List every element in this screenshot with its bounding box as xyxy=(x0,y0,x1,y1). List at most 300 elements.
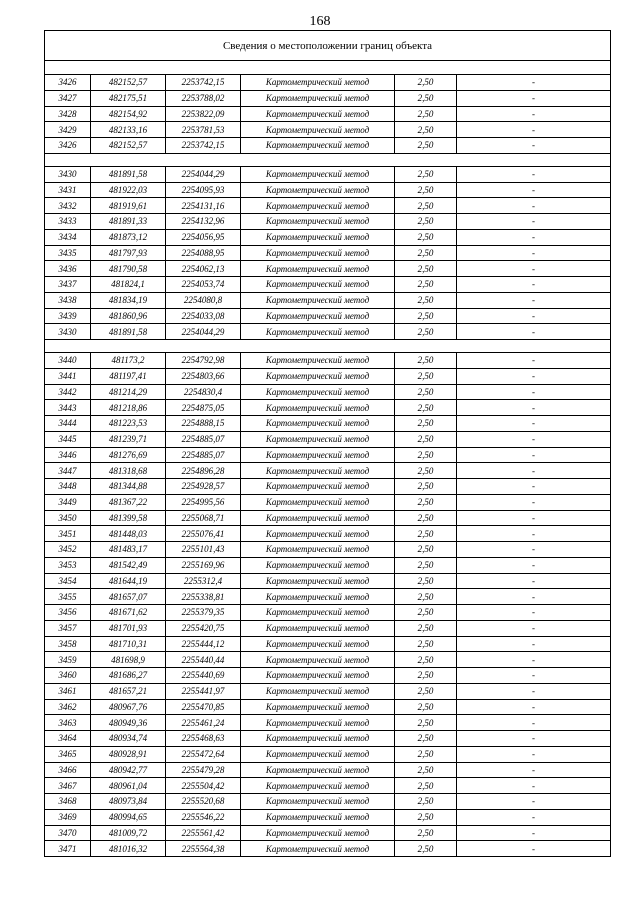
point-number-cell: 3428 xyxy=(45,106,91,122)
point-number-cell: 3451 xyxy=(45,526,91,542)
description-cell: - xyxy=(457,214,611,230)
accuracy-cell: 2,50 xyxy=(395,494,457,510)
y-coordinate-cell: 2254995,56 xyxy=(166,494,241,510)
table-row xyxy=(45,683,611,699)
method-cell: Картометрический метод xyxy=(241,557,395,573)
description-cell: - xyxy=(457,277,611,293)
method-cell: Картометрический метод xyxy=(241,353,395,369)
table-row xyxy=(45,308,611,324)
group-separator-cell xyxy=(45,153,611,166)
y-coordinate-cell: 2255468,63 xyxy=(166,731,241,747)
method-cell: Картометрический метод xyxy=(241,809,395,825)
description-cell: - xyxy=(457,324,611,340)
group-separator-row xyxy=(45,340,611,353)
accuracy-cell: 2,50 xyxy=(395,90,457,106)
method-cell: Картометрический метод xyxy=(241,573,395,589)
point-number-cell: 3455 xyxy=(45,589,91,605)
method-cell: Картометрический метод xyxy=(241,122,395,138)
table-row xyxy=(45,431,611,447)
y-coordinate-cell: 2255440,44 xyxy=(166,652,241,668)
y-coordinate-cell: 2255379,35 xyxy=(166,605,241,621)
y-coordinate-cell: 2254885,07 xyxy=(166,447,241,463)
x-coordinate-cell: 481824,1 xyxy=(91,277,166,293)
description-cell: - xyxy=(457,431,611,447)
table-row xyxy=(45,166,611,182)
accuracy-cell: 2,50 xyxy=(395,636,457,652)
method-cell: Картометрический метод xyxy=(241,106,395,122)
x-coordinate-cell: 481173,2 xyxy=(91,353,166,369)
y-coordinate-cell: 2254896,28 xyxy=(166,463,241,479)
y-coordinate-cell: 2253742,15 xyxy=(166,75,241,91)
method-cell: Картометрический метод xyxy=(241,668,395,684)
table-title-row xyxy=(45,31,611,61)
point-number-cell: 3462 xyxy=(45,699,91,715)
x-coordinate-cell: 481891,58 xyxy=(91,324,166,340)
point-number-cell: 3459 xyxy=(45,652,91,668)
accuracy-cell: 2,50 xyxy=(395,245,457,261)
x-coordinate-cell: 481860,96 xyxy=(91,308,166,324)
x-coordinate-cell: 481790,58 xyxy=(91,261,166,277)
method-cell: Картометрический метод xyxy=(241,494,395,510)
point-number-cell: 3431 xyxy=(45,182,91,198)
table-row xyxy=(45,479,611,495)
point-number-cell: 3464 xyxy=(45,731,91,747)
table-row xyxy=(45,245,611,261)
x-coordinate-cell: 481218,86 xyxy=(91,400,166,416)
accuracy-cell: 2,50 xyxy=(395,557,457,573)
point-number-cell: 3446 xyxy=(45,447,91,463)
description-cell: - xyxy=(457,463,611,479)
accuracy-cell: 2,50 xyxy=(395,542,457,558)
description-cell: - xyxy=(457,292,611,308)
accuracy-cell: 2,50 xyxy=(395,620,457,636)
point-number-cell: 3450 xyxy=(45,510,91,526)
x-coordinate-cell: 480973,84 xyxy=(91,794,166,810)
table-row xyxy=(45,589,611,605)
table-row xyxy=(45,384,611,400)
description-cell: - xyxy=(457,636,611,652)
x-coordinate-cell: 481710,31 xyxy=(91,636,166,652)
point-number-cell: 3444 xyxy=(45,416,91,432)
x-coordinate-cell: 482175,51 xyxy=(91,90,166,106)
point-number-cell: 3426 xyxy=(45,138,91,154)
y-coordinate-cell: 2253788,02 xyxy=(166,90,241,106)
point-number-cell: 3434 xyxy=(45,229,91,245)
table-row xyxy=(45,416,611,432)
x-coordinate-cell: 481922,03 xyxy=(91,182,166,198)
point-number-cell: 3470 xyxy=(45,825,91,841)
y-coordinate-cell: 2253742,15 xyxy=(166,138,241,154)
table-row xyxy=(45,353,611,369)
y-coordinate-cell: 2254033,08 xyxy=(166,308,241,324)
description-cell: - xyxy=(457,447,611,463)
accuracy-cell: 2,50 xyxy=(395,463,457,479)
y-coordinate-cell: 2253781,53 xyxy=(166,122,241,138)
accuracy-cell: 2,50 xyxy=(395,75,457,91)
x-coordinate-cell: 481698,9 xyxy=(91,652,166,668)
accuracy-cell: 2,50 xyxy=(395,746,457,762)
point-number-cell: 3435 xyxy=(45,245,91,261)
x-coordinate-cell: 481276,69 xyxy=(91,447,166,463)
point-number-cell: 3439 xyxy=(45,308,91,324)
table-row xyxy=(45,400,611,416)
x-coordinate-cell: 481448,03 xyxy=(91,526,166,542)
table-row xyxy=(45,731,611,747)
method-cell: Картометрический метод xyxy=(241,620,395,636)
point-number-cell: 3454 xyxy=(45,573,91,589)
accuracy-cell: 2,50 xyxy=(395,138,457,154)
method-cell: Картометрический метод xyxy=(241,75,395,91)
accuracy-cell: 2,50 xyxy=(395,447,457,463)
x-coordinate-cell: 481214,29 xyxy=(91,384,166,400)
description-cell: - xyxy=(457,809,611,825)
y-coordinate-cell: 2254044,29 xyxy=(166,166,241,182)
table-row xyxy=(45,277,611,293)
x-coordinate-cell: 481657,21 xyxy=(91,683,166,699)
table-row xyxy=(45,463,611,479)
table-row xyxy=(45,620,611,636)
method-cell: Картометрический метод xyxy=(241,715,395,731)
y-coordinate-cell: 2255470,85 xyxy=(166,699,241,715)
accuracy-cell: 2,50 xyxy=(395,699,457,715)
x-coordinate-cell: 480934,74 xyxy=(91,731,166,747)
x-coordinate-cell: 481344,88 xyxy=(91,479,166,495)
table-row xyxy=(45,778,611,794)
description-cell: - xyxy=(457,557,611,573)
table-row xyxy=(45,825,611,841)
method-cell: Картометрический метод xyxy=(241,589,395,605)
table-row xyxy=(45,557,611,573)
description-cell: - xyxy=(457,683,611,699)
y-coordinate-cell: 2254044,29 xyxy=(166,324,241,340)
x-coordinate-cell: 480994,65 xyxy=(91,809,166,825)
method-cell: Картометрический метод xyxy=(241,746,395,762)
table-row xyxy=(45,198,611,214)
method-cell: Картометрический метод xyxy=(241,138,395,154)
accuracy-cell: 2,50 xyxy=(395,431,457,447)
accuracy-cell: 2,50 xyxy=(395,368,457,384)
table-row xyxy=(45,605,611,621)
point-number-cell: 3436 xyxy=(45,261,91,277)
table-row xyxy=(45,368,611,384)
method-cell: Картометрический метод xyxy=(241,431,395,447)
method-cell: Картометрический метод xyxy=(241,368,395,384)
description-cell: - xyxy=(457,166,611,182)
description-cell: - xyxy=(457,762,611,778)
table-row xyxy=(45,106,611,122)
accuracy-cell: 2,50 xyxy=(395,668,457,684)
point-number-cell: 3427 xyxy=(45,90,91,106)
blank-row xyxy=(45,61,611,75)
x-coordinate-cell: 482154,92 xyxy=(91,106,166,122)
table-row xyxy=(45,542,611,558)
accuracy-cell: 2,50 xyxy=(395,261,457,277)
x-coordinate-cell: 481701,93 xyxy=(91,620,166,636)
method-cell: Картометрический метод xyxy=(241,384,395,400)
table-body xyxy=(45,31,611,857)
blank-cell xyxy=(45,61,611,75)
description-cell: - xyxy=(457,668,611,684)
description-cell: - xyxy=(457,198,611,214)
description-cell: - xyxy=(457,229,611,245)
point-number-cell: 3456 xyxy=(45,605,91,621)
table-row xyxy=(45,324,611,340)
description-cell: - xyxy=(457,794,611,810)
y-coordinate-cell: 2254132,96 xyxy=(166,214,241,230)
description-cell: - xyxy=(457,715,611,731)
y-coordinate-cell: 2254053,74 xyxy=(166,277,241,293)
x-coordinate-cell: 482133,16 xyxy=(91,122,166,138)
x-coordinate-cell: 482152,57 xyxy=(91,75,166,91)
y-coordinate-cell: 2255420,75 xyxy=(166,620,241,636)
accuracy-cell: 2,50 xyxy=(395,308,457,324)
x-coordinate-cell: 481367,22 xyxy=(91,494,166,510)
y-coordinate-cell: 2254792,98 xyxy=(166,353,241,369)
method-cell: Картометрический метод xyxy=(241,762,395,778)
description-cell: - xyxy=(457,746,611,762)
accuracy-cell: 2,50 xyxy=(395,778,457,794)
x-coordinate-cell: 480942,77 xyxy=(91,762,166,778)
method-cell: Картометрический метод xyxy=(241,731,395,747)
x-coordinate-cell: 481399,58 xyxy=(91,510,166,526)
method-cell: Картометрический метод xyxy=(241,605,395,621)
point-number-cell: 3471 xyxy=(45,841,91,857)
method-cell: Картометрический метод xyxy=(241,825,395,841)
x-coordinate-cell: 481919,61 xyxy=(91,198,166,214)
description-cell: - xyxy=(457,122,611,138)
method-cell: Картометрический метод xyxy=(241,261,395,277)
y-coordinate-cell: 2255444,12 xyxy=(166,636,241,652)
point-number-cell: 3448 xyxy=(45,479,91,495)
accuracy-cell: 2,50 xyxy=(395,182,457,198)
y-coordinate-cell: 2254056,95 xyxy=(166,229,241,245)
table-row xyxy=(45,229,611,245)
table-row xyxy=(45,746,611,762)
method-cell: Картометрический метод xyxy=(241,794,395,810)
y-coordinate-cell: 2254095,93 xyxy=(166,182,241,198)
table-row xyxy=(45,182,611,198)
method-cell: Картометрический метод xyxy=(241,510,395,526)
description-cell: - xyxy=(457,384,611,400)
y-coordinate-cell: 2254088,95 xyxy=(166,245,241,261)
description-cell: - xyxy=(457,494,611,510)
table-row xyxy=(45,494,611,510)
point-number-cell: 3440 xyxy=(45,353,91,369)
table-row xyxy=(45,636,611,652)
method-cell: Картометрический метод xyxy=(241,526,395,542)
method-cell: Картометрический метод xyxy=(241,636,395,652)
point-number-cell: 3430 xyxy=(45,166,91,182)
point-number-cell: 3469 xyxy=(45,809,91,825)
description-cell: - xyxy=(457,825,611,841)
description-cell: - xyxy=(457,90,611,106)
table-row xyxy=(45,841,611,857)
description-cell: - xyxy=(457,605,611,621)
table-row xyxy=(45,510,611,526)
description-cell: - xyxy=(457,400,611,416)
group-separator-cell xyxy=(45,340,611,353)
method-cell: Картометрический метод xyxy=(241,479,395,495)
table-row xyxy=(45,75,611,91)
method-cell: Картометрический метод xyxy=(241,652,395,668)
accuracy-cell: 2,50 xyxy=(395,794,457,810)
table-row xyxy=(45,292,611,308)
table-row xyxy=(45,652,611,668)
table-row xyxy=(45,214,611,230)
x-coordinate-cell: 480961,04 xyxy=(91,778,166,794)
table-title: Сведения о местоположении границ объекта xyxy=(45,31,611,61)
table-row xyxy=(45,699,611,715)
point-number-cell: 3458 xyxy=(45,636,91,652)
accuracy-cell: 2,50 xyxy=(395,825,457,841)
method-cell: Картометрический метод xyxy=(241,699,395,715)
method-cell: Картометрический метод xyxy=(241,214,395,230)
method-cell: Картометрический метод xyxy=(241,198,395,214)
accuracy-cell: 2,50 xyxy=(395,683,457,699)
table-row xyxy=(45,762,611,778)
description-cell: - xyxy=(457,479,611,495)
point-number-cell: 3438 xyxy=(45,292,91,308)
point-number-cell: 3467 xyxy=(45,778,91,794)
y-coordinate-cell: 2255338,81 xyxy=(166,589,241,605)
x-coordinate-cell: 481686,27 xyxy=(91,668,166,684)
accuracy-cell: 2,50 xyxy=(395,400,457,416)
description-cell: - xyxy=(457,75,611,91)
table-row xyxy=(45,90,611,106)
y-coordinate-cell: 2253822,09 xyxy=(166,106,241,122)
point-number-cell: 3453 xyxy=(45,557,91,573)
method-cell: Картометрический метод xyxy=(241,683,395,699)
description-cell: - xyxy=(457,510,611,526)
accuracy-cell: 2,50 xyxy=(395,652,457,668)
x-coordinate-cell: 481318,68 xyxy=(91,463,166,479)
description-cell: - xyxy=(457,620,611,636)
description-cell: - xyxy=(457,138,611,154)
x-coordinate-cell: 481644,19 xyxy=(91,573,166,589)
accuracy-cell: 2,50 xyxy=(395,166,457,182)
accuracy-cell: 2,50 xyxy=(395,324,457,340)
x-coordinate-cell: 481891,33 xyxy=(91,214,166,230)
y-coordinate-cell: 2254875,05 xyxy=(166,400,241,416)
table-row xyxy=(45,138,611,154)
x-coordinate-cell: 480928,91 xyxy=(91,746,166,762)
accuracy-cell: 2,50 xyxy=(395,573,457,589)
method-cell: Картометрический метод xyxy=(241,778,395,794)
x-coordinate-cell: 481483,17 xyxy=(91,542,166,558)
description-cell: - xyxy=(457,542,611,558)
method-cell: Картометрический метод xyxy=(241,463,395,479)
description-cell: - xyxy=(457,699,611,715)
method-cell: Картометрический метод xyxy=(241,182,395,198)
method-cell: Картометрический метод xyxy=(241,308,395,324)
method-cell: Картометрический метод xyxy=(241,90,395,106)
accuracy-cell: 2,50 xyxy=(395,715,457,731)
table-row xyxy=(45,122,611,138)
accuracy-cell: 2,50 xyxy=(395,841,457,857)
method-cell: Картометрический метод xyxy=(241,166,395,182)
description-cell: - xyxy=(457,308,611,324)
x-coordinate-cell: 481239,71 xyxy=(91,431,166,447)
method-cell: Картометрический метод xyxy=(241,277,395,293)
table-row xyxy=(45,261,611,277)
method-cell: Картометрический метод xyxy=(241,324,395,340)
method-cell: Картометрический метод xyxy=(241,400,395,416)
group-separator-row xyxy=(45,153,611,166)
point-number-cell: 3447 xyxy=(45,463,91,479)
x-coordinate-cell: 481797,93 xyxy=(91,245,166,261)
y-coordinate-cell: 2255440,69 xyxy=(166,668,241,684)
x-coordinate-cell: 482152,57 xyxy=(91,138,166,154)
x-coordinate-cell: 481873,12 xyxy=(91,229,166,245)
y-coordinate-cell: 2255564,38 xyxy=(166,841,241,857)
y-coordinate-cell: 2255504,42 xyxy=(166,778,241,794)
accuracy-cell: 2,50 xyxy=(395,198,457,214)
y-coordinate-cell: 2255461,24 xyxy=(166,715,241,731)
description-cell: - xyxy=(457,526,611,542)
x-coordinate-cell: 481891,58 xyxy=(91,166,166,182)
description-cell: - xyxy=(457,353,611,369)
method-cell: Картометрический метод xyxy=(241,416,395,432)
point-number-cell: 3463 xyxy=(45,715,91,731)
table-row xyxy=(45,573,611,589)
description-cell: - xyxy=(457,731,611,747)
accuracy-cell: 2,50 xyxy=(395,277,457,293)
point-number-cell: 3452 xyxy=(45,542,91,558)
y-coordinate-cell: 2255101,43 xyxy=(166,542,241,558)
point-number-cell: 3426 xyxy=(45,75,91,91)
y-coordinate-cell: 2255068,71 xyxy=(166,510,241,526)
accuracy-cell: 2,50 xyxy=(395,605,457,621)
accuracy-cell: 2,50 xyxy=(395,809,457,825)
accuracy-cell: 2,50 xyxy=(395,479,457,495)
description-cell: - xyxy=(457,652,611,668)
accuracy-cell: 2,50 xyxy=(395,526,457,542)
description-cell: - xyxy=(457,416,611,432)
y-coordinate-cell: 2255441,97 xyxy=(166,683,241,699)
accuracy-cell: 2,50 xyxy=(395,229,457,245)
y-coordinate-cell: 2254928,57 xyxy=(166,479,241,495)
y-coordinate-cell: 2254131,16 xyxy=(166,198,241,214)
method-cell: Картометрический метод xyxy=(241,542,395,558)
point-number-cell: 3437 xyxy=(45,277,91,293)
y-coordinate-cell: 2255546,22 xyxy=(166,809,241,825)
y-coordinate-cell: 2254080,8 xyxy=(166,292,241,308)
table-row xyxy=(45,794,611,810)
y-coordinate-cell: 2255479,28 xyxy=(166,762,241,778)
description-cell: - xyxy=(457,573,611,589)
description-cell: - xyxy=(457,841,611,857)
x-coordinate-cell: 481197,41 xyxy=(91,368,166,384)
x-coordinate-cell: 481671,62 xyxy=(91,605,166,621)
accuracy-cell: 2,50 xyxy=(395,510,457,526)
point-number-cell: 3445 xyxy=(45,431,91,447)
method-cell: Картометрический метод xyxy=(241,245,395,261)
point-number-cell: 3443 xyxy=(45,400,91,416)
accuracy-cell: 2,50 xyxy=(395,589,457,605)
y-coordinate-cell: 2255472,64 xyxy=(166,746,241,762)
y-coordinate-cell: 2255561,42 xyxy=(166,825,241,841)
x-coordinate-cell: 481834,19 xyxy=(91,292,166,308)
point-number-cell: 3449 xyxy=(45,494,91,510)
y-coordinate-cell: 2254830,4 xyxy=(166,384,241,400)
point-number-cell: 3430 xyxy=(45,324,91,340)
point-number-cell: 3468 xyxy=(45,794,91,810)
point-number-cell: 3433 xyxy=(45,214,91,230)
y-coordinate-cell: 2254885,07 xyxy=(166,431,241,447)
y-coordinate-cell: 2255076,41 xyxy=(166,526,241,542)
description-cell: - xyxy=(457,182,611,198)
accuracy-cell: 2,50 xyxy=(395,106,457,122)
